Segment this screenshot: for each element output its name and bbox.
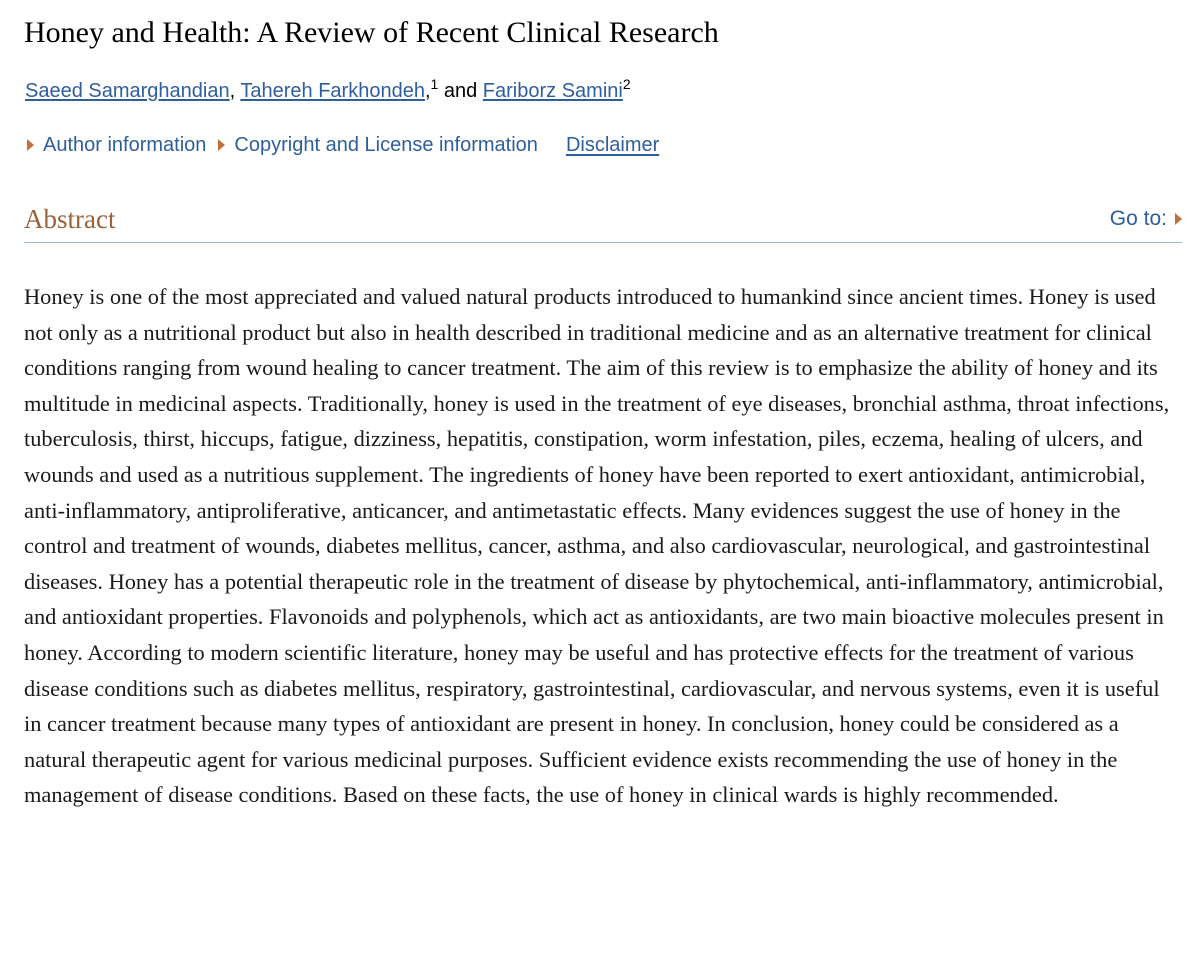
goto-menu-button[interactable] — [1110, 205, 1182, 233]
author-link[interactable]: Tahereh Farkhondeh — [240, 80, 425, 102]
article-meta-links — [25, 131, 659, 159]
goto-label: Go to: — [1109, 207, 1167, 230]
section-heading: Abstract — [24, 204, 116, 234]
author-information-label: Author information — [43, 134, 207, 156]
author-link[interactable]: Saeed Samarghandian — [25, 80, 230, 102]
author-separator: , — [424, 80, 431, 102]
affiliation-superscript: 1 — [430, 76, 439, 92]
disclaimer-link[interactable]: Disclaimer — [565, 134, 660, 156]
triangle-right-icon — [218, 139, 225, 151]
article-title: Honey and Health: A Review of Recent Clinical Research — [24, 16, 719, 49]
abstract-section-header — [24, 200, 1182, 243]
copyright-license-label: Copyright and License information — [234, 134, 538, 156]
affiliation-superscript: 2 — [622, 76, 631, 92]
triangle-right-icon — [1175, 213, 1182, 225]
author-list — [25, 77, 631, 105]
author-separator: , — [229, 80, 241, 102]
author-information-toggle[interactable] — [25, 131, 206, 159]
author-link[interactable]: Fariborz Samini — [482, 80, 623, 102]
author-separator: and — [438, 80, 483, 102]
triangle-right-icon — [27, 139, 34, 151]
copyright-license-toggle[interactable] — [216, 131, 538, 159]
abstract-text: Honey is one of the most appreciated and valued natural products introduced to humankind since ancient times. Honey is used not only as a nutritional product but also in health described in traditional medicine and as an alternative treatment for clinical conditions ranging from wound healing to cancer treatment. The aim of this review is to emphasize the ability of honey and its multitude in medicinal aspects. Traditionally, honey is used in the treatment of eye diseases, bronchial asthma, throat infections, tuberculosis, thirst, hiccups, fatigue, dizziness, hepatitis, constipation, worm infestation, piles, eczema, healing of ulcers, and wounds and used as a nutritious supplement. The ingredients of honey have been reported to exert antioxidant, antimicrobial, anti-inflammatory, antiproliferative, anticancer, and antimetastatic effects. Many evidences suggest the use of honey in the control and treatment of wounds, diabetes mellitus, cancer, asthma, and also cardiovascular, neurological, and gastrointestinal diseases. Honey has a potential therapeutic role in the treatment of disease by phytochemical, anti-inflammatory, antimicrobial, and antioxidant properties. Flavonoids and polyphenols, which act as antioxidants, are two main bioactive molecules present in honey. According to modern scientific literature, honey may be useful and has protective effects for the treatment of various disease conditions such as diabetes mellitus, respiratory, gastrointestinal, cardiovascular, and nervous systems, even it is useful in cancer treatment because many types of antioxidant are present in honey. In conclusion, honey could be considered as a natural therapeutic agent for various medicinal purposes. Sufficient evidence exists recommending the use of honey in the management of disease conditions. Based on these facts, the use of honey in clinical wards is highly recommended. — [24, 284, 1170, 808]
